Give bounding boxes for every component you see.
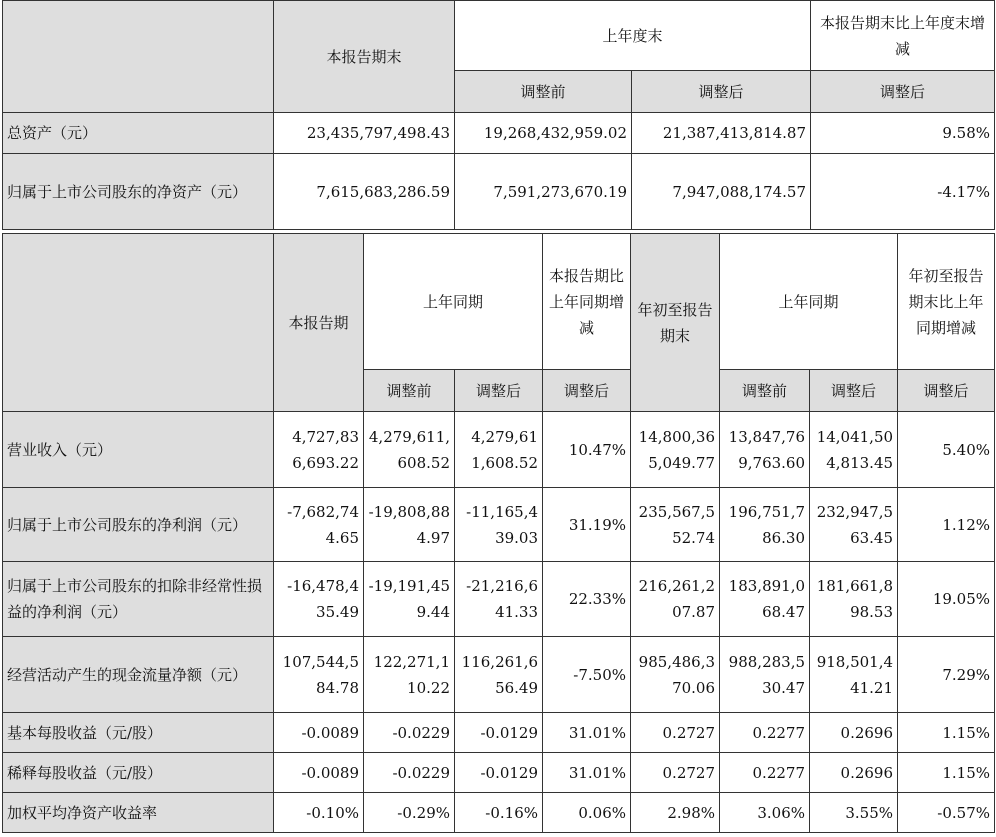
header-ytd-end: 年初至报告期末 [631,234,720,412]
cell-current: -7,682,744.65 [274,488,364,562]
cell-ytd-change: 5.40% [898,412,995,488]
cell-ytd-after: 0.2696 [810,753,898,793]
row-label: 稀释每股收益（元/股） [3,753,274,793]
cell-current: -16,478,435.49 [274,562,364,637]
cell-after: 21,387,413,814.87 [632,113,811,154]
cell-before: -19,808,884.97 [364,488,455,562]
table-row [3,793,995,833]
cell-after: -0.16% [455,793,543,833]
header-change-ytd: 年初至报告期末比上年同期增减 [898,234,995,370]
cell-before: -0.29% [364,793,455,833]
header-after-adjust-ytd: 调整后 [810,370,898,412]
cell-ytd: 0.2727 [631,713,720,753]
income-table [2,233,995,833]
cell-after: 4,279,611,608.52 [455,412,543,488]
cell-current: -0.0089 [274,713,364,753]
cell-after: -0.0129 [455,713,543,753]
table-row [3,113,995,154]
cell-current: 4,727,836,693.22 [274,412,364,488]
cell-after: -0.0129 [455,753,543,793]
row-label: 总资产（元） [3,113,274,154]
cell-ytd: 0.2727 [631,753,720,793]
header-change-after-ytd: 调整后 [898,370,995,412]
header-after-adjust: 调整后 [632,71,811,113]
cell-ytd-before: 0.2277 [720,753,810,793]
cell-ytd-change: -0.57% [898,793,995,833]
header-before-adjust-ytd: 调整前 [720,370,810,412]
cell-after: 7,947,088,174.57 [632,154,811,230]
cell-ytd-after: 0.2696 [810,713,898,753]
header-change-after: 调整后 [811,71,995,113]
financial-tables [2,0,994,833]
cell-after: 116,261,656.49 [455,637,543,713]
cell-change: 31.19% [543,488,631,562]
cell-ytd: 2.98% [631,793,720,833]
cell-ytd-before: 0.2277 [720,713,810,753]
cell-ytd: 235,567,552.74 [631,488,720,562]
cell-ytd-after: 14,041,504,813.45 [810,412,898,488]
header-change-after: 调整后 [543,370,631,412]
cell-before: -19,191,459.44 [364,562,455,637]
header-after-adjust: 调整后 [455,370,543,412]
corner-cell [3,234,274,412]
cell-current: 7,615,683,286.59 [274,154,455,230]
cell-change: 31.01% [543,753,631,793]
cell-change: 0.06% [543,793,631,833]
cell-change: 22.33% [543,562,631,637]
row-label: 经营活动产生的现金流量净额（元） [3,637,274,713]
table-row [3,562,995,637]
table-row [3,637,995,713]
cell-ytd: 216,261,207.87 [631,562,720,637]
cell-change: -4.17% [811,154,995,230]
table-row [3,713,995,753]
cell-current: 23,435,797,498.43 [274,113,455,154]
row-label: 归属于上市公司股东的扣除非经常性损益的净利润（元） [3,562,274,637]
cell-ytd-after: 232,947,563.45 [810,488,898,562]
cell-ytd-change: 7.29% [898,637,995,713]
cell-change: -7.50% [543,637,631,713]
cell-ytd-change: 1.12% [898,488,995,562]
cell-ytd-change: 1.15% [898,753,995,793]
table-row [3,488,995,562]
corner-cell [3,1,274,113]
header-change: 本报告期末比上年度末增减 [811,1,995,71]
table-row [3,154,995,230]
cell-ytd-after: 918,501,441.21 [810,637,898,713]
cell-ytd-before: 196,751,786.30 [720,488,810,562]
cell-ytd: 985,486,370.06 [631,637,720,713]
table-row [3,753,995,793]
header-before-adjust: 调整前 [455,71,632,113]
cell-ytd-change: 19.05% [898,562,995,637]
cell-before: 122,271,110.22 [364,637,455,713]
cell-before: 4,279,611,608.52 [364,412,455,488]
row-label: 基本每股收益（元/股） [3,713,274,753]
cell-ytd-before: 3.06% [720,793,810,833]
cell-current: -0.0089 [274,753,364,793]
cell-change: 9.58% [811,113,995,154]
cell-current: -0.10% [274,793,364,833]
balance-table [2,0,995,230]
header-current-period-end: 本报告期末 [274,1,455,113]
cell-ytd: 14,800,365,049.77 [631,412,720,488]
header-same-period-ytd: 上年同期 [720,234,898,370]
header-before-adjust: 调整前 [364,370,455,412]
cell-before: 7,591,273,670.19 [455,154,632,230]
row-label: 归属于上市公司股东的净资产（元） [3,154,274,230]
cell-ytd-before: 183,891,068.47 [720,562,810,637]
row-label: 加权平均净资产收益率 [3,793,274,833]
cell-ytd-after: 3.55% [810,793,898,833]
header-change-current: 本报告期比上年同期增减 [543,234,631,370]
header-same-period: 上年同期 [364,234,543,370]
cell-change: 31.01% [543,713,631,753]
table-row [3,412,995,488]
header-current-period: 本报告期 [274,234,364,412]
cell-before: -0.0229 [364,753,455,793]
row-label: 归属于上市公司股东的净利润（元） [3,488,274,562]
cell-ytd-after: 181,661,898.53 [810,562,898,637]
cell-before: -0.0229 [364,713,455,753]
cell-after: -21,216,641.33 [455,562,543,637]
cell-current: 107,544,584.78 [274,637,364,713]
cell-after: -11,165,439.03 [455,488,543,562]
cell-ytd-before: 13,847,769,763.60 [720,412,810,488]
cell-before: 19,268,432,959.02 [455,113,632,154]
cell-ytd-change: 1.15% [898,713,995,753]
row-label: 营业收入（元） [3,412,274,488]
cell-change: 10.47% [543,412,631,488]
header-last-year-end: 上年度末 [455,1,811,71]
cell-ytd-before: 988,283,530.47 [720,637,810,713]
